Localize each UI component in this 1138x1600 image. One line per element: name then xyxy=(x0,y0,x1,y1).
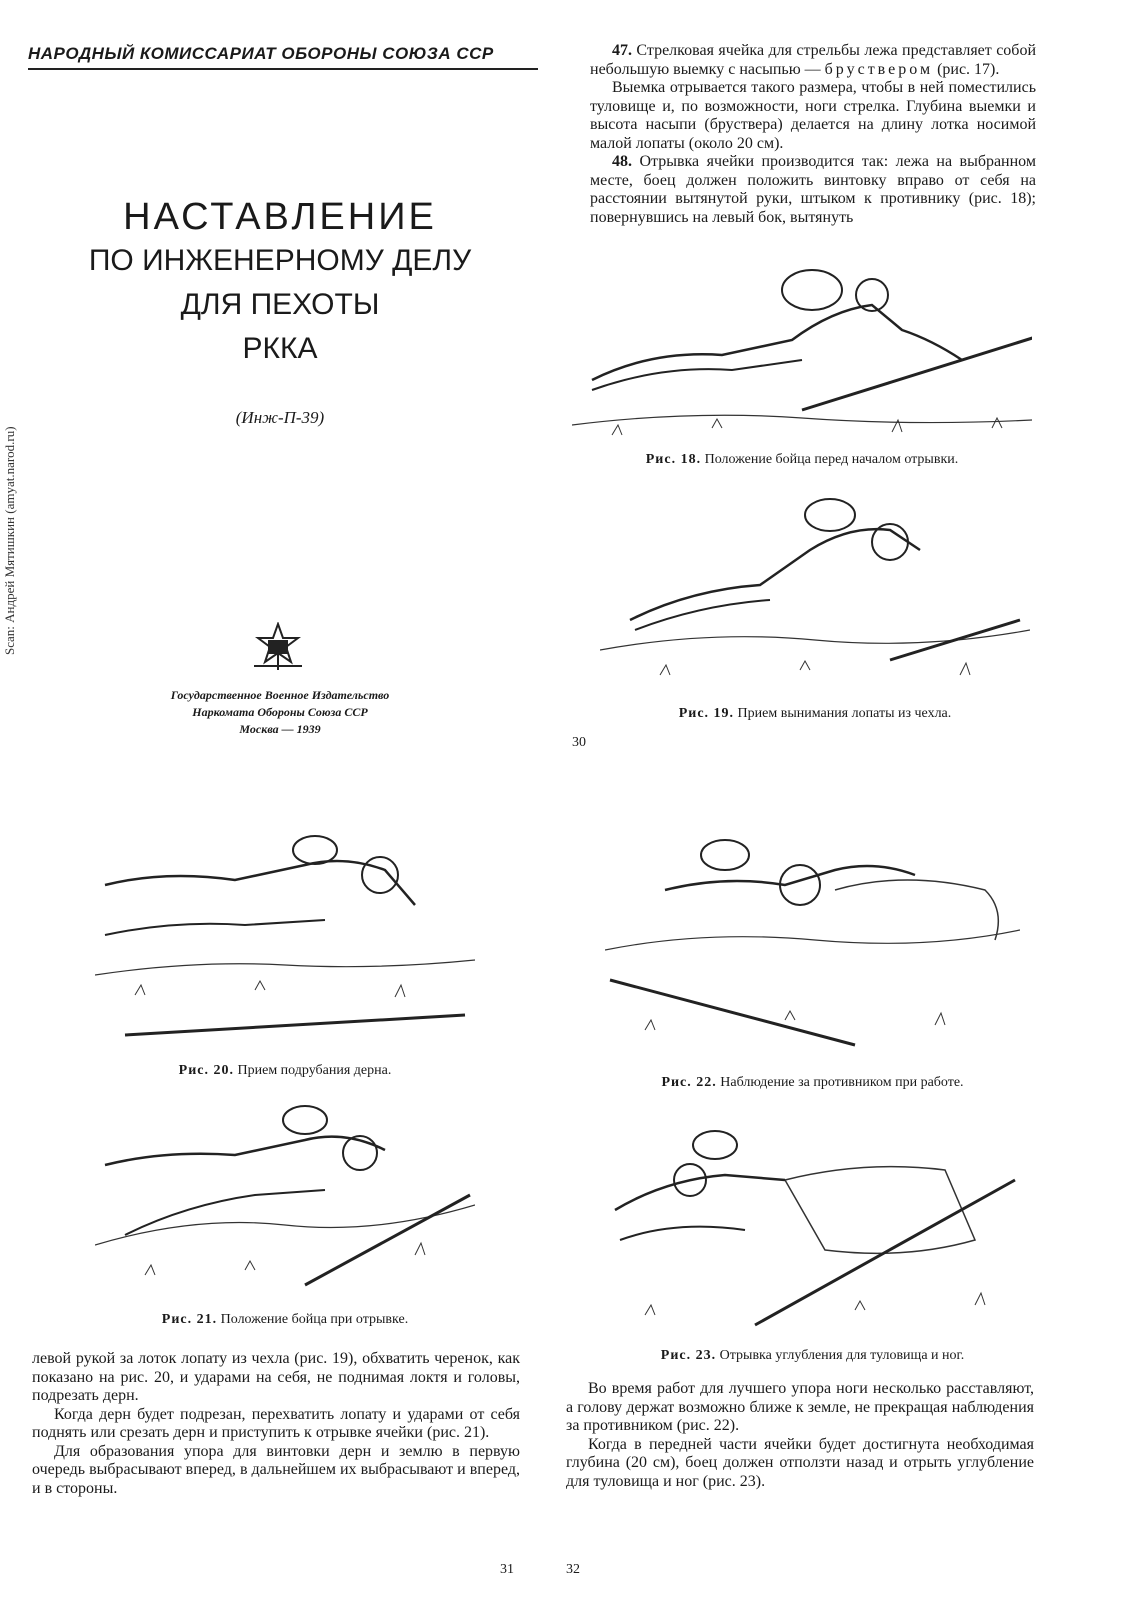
figure-23-illustration xyxy=(605,1120,1020,1335)
paragraph-47: 47. Стрелковая ячейка для стрельбы лежа представляет собой небольшую выемку с насыпью — бруствером (рис. 17). xyxy=(590,42,1037,78)
paragraph-stance: Во время работ для лучшего упора ноги несколько расставляют, а голову держат возможно ближе к земле, не прекращая наблюдения за противником (рис. 22). xyxy=(566,1380,1034,1434)
title-line-3: ДЛЯ ПЕХОТЫ xyxy=(180,288,380,321)
paragraph-48: 48. Отрывка ячейки производится так: лежа на выбранном месте, боец должен положить винтовку вправо от себя на расстоянии вытянутой руки, штыком к противнику (рис. 18); повернувшись на левый бок, вытянуть xyxy=(590,153,1037,226)
manual-code: (Инж-П-39) xyxy=(235,408,325,427)
figure-21-caption: Рис. 21. Положение бойца при отрывке. xyxy=(161,1312,409,1327)
figure-18-illustration xyxy=(572,250,1032,445)
title-line-1: НАСТАВЛЕНИЕ xyxy=(123,196,437,238)
paragraph-rifle-rest: Для образования упора для винтовки дерн и землю в первую очередь выбрасывают вперед, в дальнейшем их выбрасывают и вперед, и в стороны. xyxy=(32,1442,520,1497)
page32-text xyxy=(566,1380,1034,1491)
figure-20-caption: Рис. 20. Прием подрубания дерна. xyxy=(178,1063,392,1078)
figure-18-caption: Рис. 18. Положение бойца перед началом отрывки. xyxy=(645,452,959,467)
masthead: НАРОДНЫЙ КОМИССАРИАТ ОБОРОНЫ СОЮЗА ССР xyxy=(28,44,538,70)
figure-19-caption: Рис. 19. Прием вынимания лопаты из чехла. xyxy=(678,706,952,721)
page-number-30: 30 xyxy=(572,735,586,750)
paragraph-dig-size: Выемка отрывается такого размера, чтобы в ней поместились туловище и, по возможности, ноги стрелка. Глубина выемки и высота насыпи (бруствера) делается на длину лотка носимой малой лопаты (около 20 см). xyxy=(590,79,1036,152)
page-number-32: 32 xyxy=(566,1562,580,1577)
book-title xyxy=(60,195,500,371)
page30-text xyxy=(590,42,1036,227)
title-line-4: РККА xyxy=(242,332,318,365)
page-number-31: 31 xyxy=(500,1562,514,1577)
page31-text xyxy=(32,1350,520,1498)
figure-22-caption: Рис. 22. Наблюдение за противником при работе. xyxy=(661,1075,964,1090)
figure-19-illustration xyxy=(600,480,1030,690)
paragraph-turf-cut: Когда дерн будет подрезан, перехватить лопату и ударами от себя поднять или срезать дерн и приступить к отрывке ячейки (рис. 21). xyxy=(32,1405,520,1441)
publisher-imprint: Государственное Военное Издательство Наркомата Обороны Союза ССР Москва — 1939 xyxy=(170,688,390,736)
figure-23-caption: Рис. 23. Отрывка углубления для туловища и ног. xyxy=(660,1348,965,1363)
military-publisher-emblem-icon xyxy=(248,622,308,672)
paragraph-depth: Когда в передней части ячейки будет достигнута необходимая глубина (20 см), боец должен отползти назад и отрыть углубление для туловища и ног (рис. 23). xyxy=(566,1435,1034,1490)
figure-22-illustration xyxy=(605,830,1020,1060)
figure-21-illustration xyxy=(95,1095,475,1300)
title-line-2: ПО ИНЖЕНЕРНОМУ ДЕЛУ xyxy=(88,244,472,277)
figure-20-illustration xyxy=(95,825,475,1050)
paragraph-shovel-grip: левой рукой за лоток лопату из чехла (рис. 19), обхватить черенок, как показано на рис. 20, и ударами на себя, не поднимая локтя и головы, подрезать дерн. xyxy=(32,1350,520,1404)
